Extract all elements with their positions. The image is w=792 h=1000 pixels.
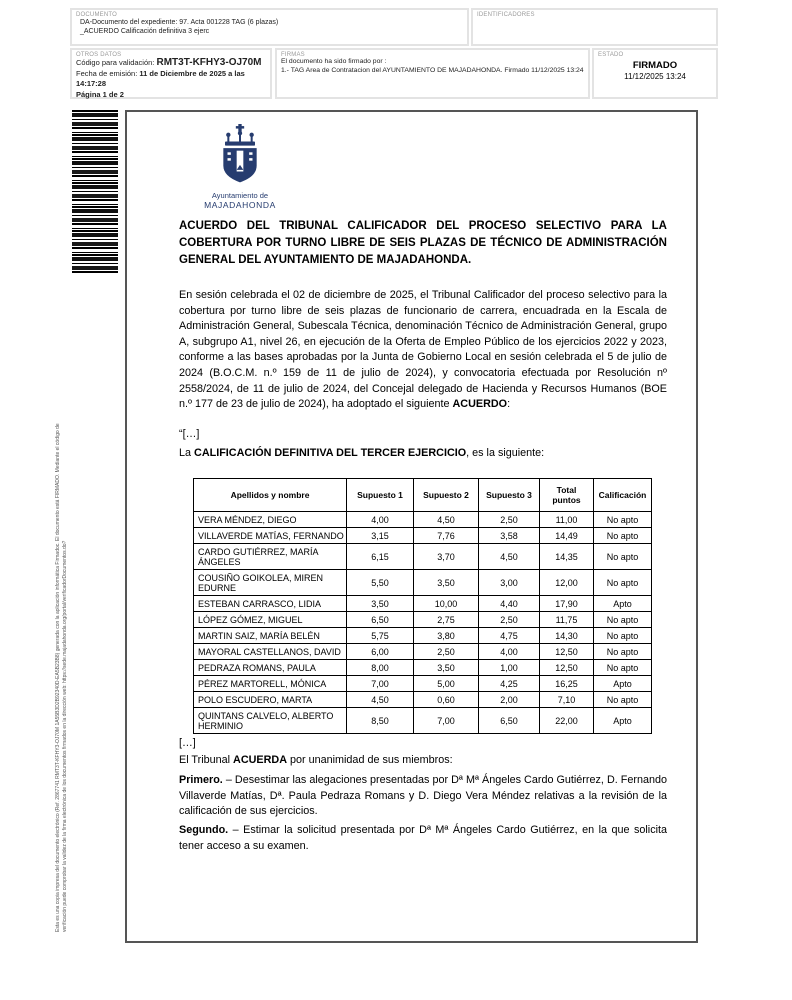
score-cell: 6,15 [347,544,414,570]
logo-text-line1: Ayuntamiento de [211,191,269,200]
calificacion-cell: No apto [594,570,652,596]
fecha-label: Fecha de emisión: [76,68,140,78]
score-cell: 5,50 [347,570,414,596]
score-cell: 3,50 [414,570,479,596]
calificacion-cell: No apto [594,612,652,628]
table-row [194,660,652,676]
calificacion-cell: Apto [594,676,652,692]
firmas-line1: El documento ha sido firmado por : [281,58,387,65]
calificacion-heading: La CALIFICACIÓN DEFINITIVA DEL TERCER EJERCICIO, es la siguiente: [179,447,545,459]
score-cell: 4,40 [479,596,540,612]
score-cell: 4,50 [479,544,540,570]
calificacion-cell: No apto [594,512,652,528]
score-cell: 6,50 [479,708,540,734]
score-cell: 3,00 [479,570,540,596]
score-cell: 2,50 [414,644,479,660]
calificacion-cell: No apto [594,544,652,570]
score-cell: 4,00 [479,644,540,660]
documento-label: DOCUMENTO [76,12,118,18]
firmas-box [275,48,590,99]
score-cell: 5,00 [414,676,479,692]
estado-label: ESTADO [598,52,624,58]
score-cell: 8,50 [347,708,414,734]
intro-text: En sesión celebrada el 02 de diciembre de 2025, el Tribunal Calificador del proceso selectivo para la cobertura por turno libre de seis plazas de funcionario de carrera, encuadrada en la Escala de Administración General, Subescala Técnica, denominación Técnico de Administración General, grupo A, subgrupo A1, nivel 26, en ejecución de la Oferta de Empleo Público de los ejercicios 2022 y 2023, conforme a las bases aprobadas por la Junta de Gobierno Local en sesión celebrada el 5 de julio de 2024 (B.O.C.M. n.º 159 de 11 de julio de 2024), y convocatoria efectuada por Resolución nº 2558/2024, de 11 de julio de 2024, del Concejal delegado de Hacienda y Recursos Humanos (BOE n.º 177 de 23 de julio de 2024), ha adoptado el siguiente [179,289,667,411]
calificacion-cell: No apto [594,528,652,544]
margin-text-line1: Esta es una copia impresa del documento electrónico (Ref. 2867741 RMT3T-KFHY3-OJ70M 1A55B3D2B92340D-EA5B23B8) generada con la aplicación informática Firmadoc. El documento está FIRMADO. Mediante el código de [55,423,61,932]
primero-bold: Primero. [179,774,223,786]
score-cell: 7,10 [540,692,594,708]
calificacion-cell: No apto [594,644,652,660]
candidate-name: VERA MÉNDEZ, DIEGO [194,512,347,528]
candidate-name: ESTEBAN CARRASCO, LIDIA [194,596,347,612]
score-cell: 4,50 [347,692,414,708]
fecha-emision [72,69,270,90]
table-row [194,512,652,528]
col-header-supuesto2: Supuesto 2 [414,479,479,512]
candidate-name: VILLAVERDE MATÍAS, FERNANDO [194,528,347,544]
col-header-supuesto3: Supuesto 3 [479,479,540,512]
score-cell: 1,00 [479,660,540,676]
candidate-name: CARDO GUTIÉRREZ, MARÍA ÁNGELES [194,544,347,570]
table-header-row [194,479,652,512]
document-title: ACUERDO DEL TRIBUNAL CALIFICADOR DEL PROCESO SELECTIVO PARA LA COBERTURA POR TURNO LIBRE DE SEIS PLAZAS DE TÉCNICO DE ADMINISTRACIÓN GENERAL DEL AYUNTAMIENTO DE MAJADAHONDA. [179,220,667,266]
fecha-value: 11 de Diciembre de 2025 a las 14:17:28 [76,68,245,88]
primero-paragraph: Primero. – Desestimar las alegaciones presentadas por Dª Mª Ángeles Cardo Gutiérrez, D. Fernando Villaverde Matías, Dª. Paula Pedraza Romans y D. Diego Vera Méndez relativas a la revisión de la calificación de sus ejercicios. [179,774,667,818]
documento-box [70,8,469,46]
acuerda-line: El Tribunal ACUERDA por unanimidad de sus miembros: [179,754,453,766]
score-cell: 3,58 [479,528,540,544]
results-table [193,478,652,734]
score-cell: 10,00 [414,596,479,612]
table-row [194,612,652,628]
score-cell: 5,75 [347,628,414,644]
open-quote-ellipsis: “[…] [179,428,200,440]
score-cell: 17,90 [540,596,594,612]
segundo-bold: Segundo. [179,824,229,836]
table-row [194,528,652,544]
score-cell: 2,00 [479,692,540,708]
documento-line1: DA-Documento del expediente: 97. Acta 001228 TAG (6 plazas) [80,19,279,26]
score-cell: 11,00 [540,512,594,528]
score-cell: 7,76 [414,528,479,544]
coat-of-arms-icon [214,124,266,184]
score-cell: 4,50 [414,512,479,528]
results-table-body [194,512,652,734]
calificacion-bold: CALIFICACIÓN DEFINITIVA DEL TERCER EJERCICIO [194,447,467,459]
table-row [194,544,652,570]
firmas-label: FIRMAS [281,52,305,58]
margin-text-line2: verificación puede comprobar la validez de la firma electrónica de los documentos firmados en la dirección web: https://sede.majadahonda.org/portal/verificadorDocumentos.do? [61,540,68,932]
table-row [194,628,652,644]
city-hall-logo [195,124,285,210]
score-cell: 4,75 [479,628,540,644]
score-cell: 6,50 [347,612,414,628]
score-cell: 12,50 [540,644,594,660]
score-cell: 14,30 [540,628,594,644]
calificacion-cell: Apto [594,596,652,612]
intro-paragraph: En sesión celebrada el 02 de diciembre de 2025, el Tribunal Calificador del proceso selectivo para la cobertura por turno libre de seis plazas de funcionario de carrera, encuadrada en la Escala de Administración General, Subescala Técnica, denominación Técnico de Administración General, grupo A, subgrupo A1, nivel 26, en ejecución de la Oferta de Empleo Público de los ejercicios 2022 y 2023, conforme a las bases aprobadas por la Junta de Gobierno Local en sesión celebrada el 5 de julio de 2024 (B.O.C.M. n.º 159 de 11 de julio de 2024), y convocatoria efectuada por Resolución nº 2558/2024, de 11 de julio de 2024, del Concejal delegado de Hacienda y Recursos Humanos (BOE n.º 177 de 23 de julio de 2024), ha adoptado el siguiente ACUERDO: [179,289,667,411]
firmas-line2: 1.- TAG Area de Contratacion del AYUNTAMIENTO DE MAJADAHONDA. Firmado 11/12/2025 13:24 [281,66,584,74]
score-cell: 2,50 [479,612,540,628]
score-cell: 7,00 [414,708,479,734]
identificadores-label: IDENTIFICADORES [477,12,535,18]
documento-line2: _ACUERDO Calificación definitiva 3 ejerc [80,28,210,35]
score-cell: 16,25 [540,676,594,692]
calificacion-cell: No apto [594,660,652,676]
candidate-name: PÉREZ MARTORELL, MÓNICA [194,676,347,692]
score-cell: 7,00 [347,676,414,692]
segundo-paragraph: Segundo. – Estimar la solicitud presentada por Dª Mª Ángeles Cardo Gutiérrez, en la que solicita tener acceso a su examen. [179,824,667,852]
acuerda-bold: ACUERDA [233,754,288,766]
col-header-total: Total puntos [540,479,594,512]
candidate-name: LÓPEZ GÓMEZ, MIGUEL [194,612,347,628]
ellipsis-after-table: […] [179,737,196,749]
score-cell: 3,50 [347,596,414,612]
score-cell: 0,60 [414,692,479,708]
estado-value: FIRMADO [632,60,678,71]
calificacion-cell: No apto [594,628,652,644]
candidate-name: MARTIN SAIZ, MARÍA BELÉN [194,628,347,644]
estado-box [592,48,718,99]
table-row [194,676,652,692]
calificacion-cell: Apto [594,708,652,734]
candidate-name: QUINTANS CALVELO, ALBERTO HERMINIO [194,708,347,734]
score-cell: 8,00 [347,660,414,676]
score-cell: 3,80 [414,628,479,644]
barcode [72,110,118,276]
calificacion-cell: No apto [594,692,652,708]
score-cell: 12,00 [540,570,594,596]
table-row [194,644,652,660]
score-cell: 3,50 [414,660,479,676]
table-row [194,596,652,612]
estado-datetime: 11/12/2025 13:24 [624,72,686,81]
score-cell: 12,50 [540,660,594,676]
candidate-name: POLO ESCUDERO, MARTA [194,692,347,708]
codigo-value: RMT3T-KFHY3-OJ70M [156,57,262,68]
table-row [194,708,652,734]
score-cell: 14,35 [540,544,594,570]
candidate-name: COUSIÑO GOIKOLEA, MIREN EDURNE [194,570,347,596]
col-header-supuesto1: Supuesto 1 [347,479,414,512]
score-cell: 4,25 [479,676,540,692]
score-cell: 3,15 [347,528,414,544]
pagina-indicator: Página 1 de 2 [76,89,124,99]
margin-verification-text [55,290,68,932]
document-page [125,110,698,943]
codigo-validacion [72,58,270,69]
score-cell: 14,49 [540,528,594,544]
score-cell: 6,00 [347,644,414,660]
table-row [194,570,652,596]
otros-datos-label: OTROS DATOS [76,52,122,58]
score-cell: 2,75 [414,612,479,628]
intro-acuerdo-bold: ACUERDO [452,398,508,411]
score-cell: 4,00 [347,512,414,528]
identificadores-box [471,8,718,46]
logo-text-line2: MAJADAHONDA [204,200,276,210]
otros-datos-box [70,48,272,99]
col-header-nombre: Apellidos y nombre [194,479,347,512]
candidate-name: PEDRAZA ROMANS, PAULA [194,660,347,676]
col-header-calificacion: Calificación [594,479,652,512]
score-cell: 2,50 [479,512,540,528]
codigo-label: Código para validación: [76,58,157,67]
score-cell: 22,00 [540,708,594,734]
score-cell: 11,75 [540,612,594,628]
table-row [194,692,652,708]
candidate-name: MAYORAL CASTELLANOS, DAVID [194,644,347,660]
score-cell: 3,70 [414,544,479,570]
